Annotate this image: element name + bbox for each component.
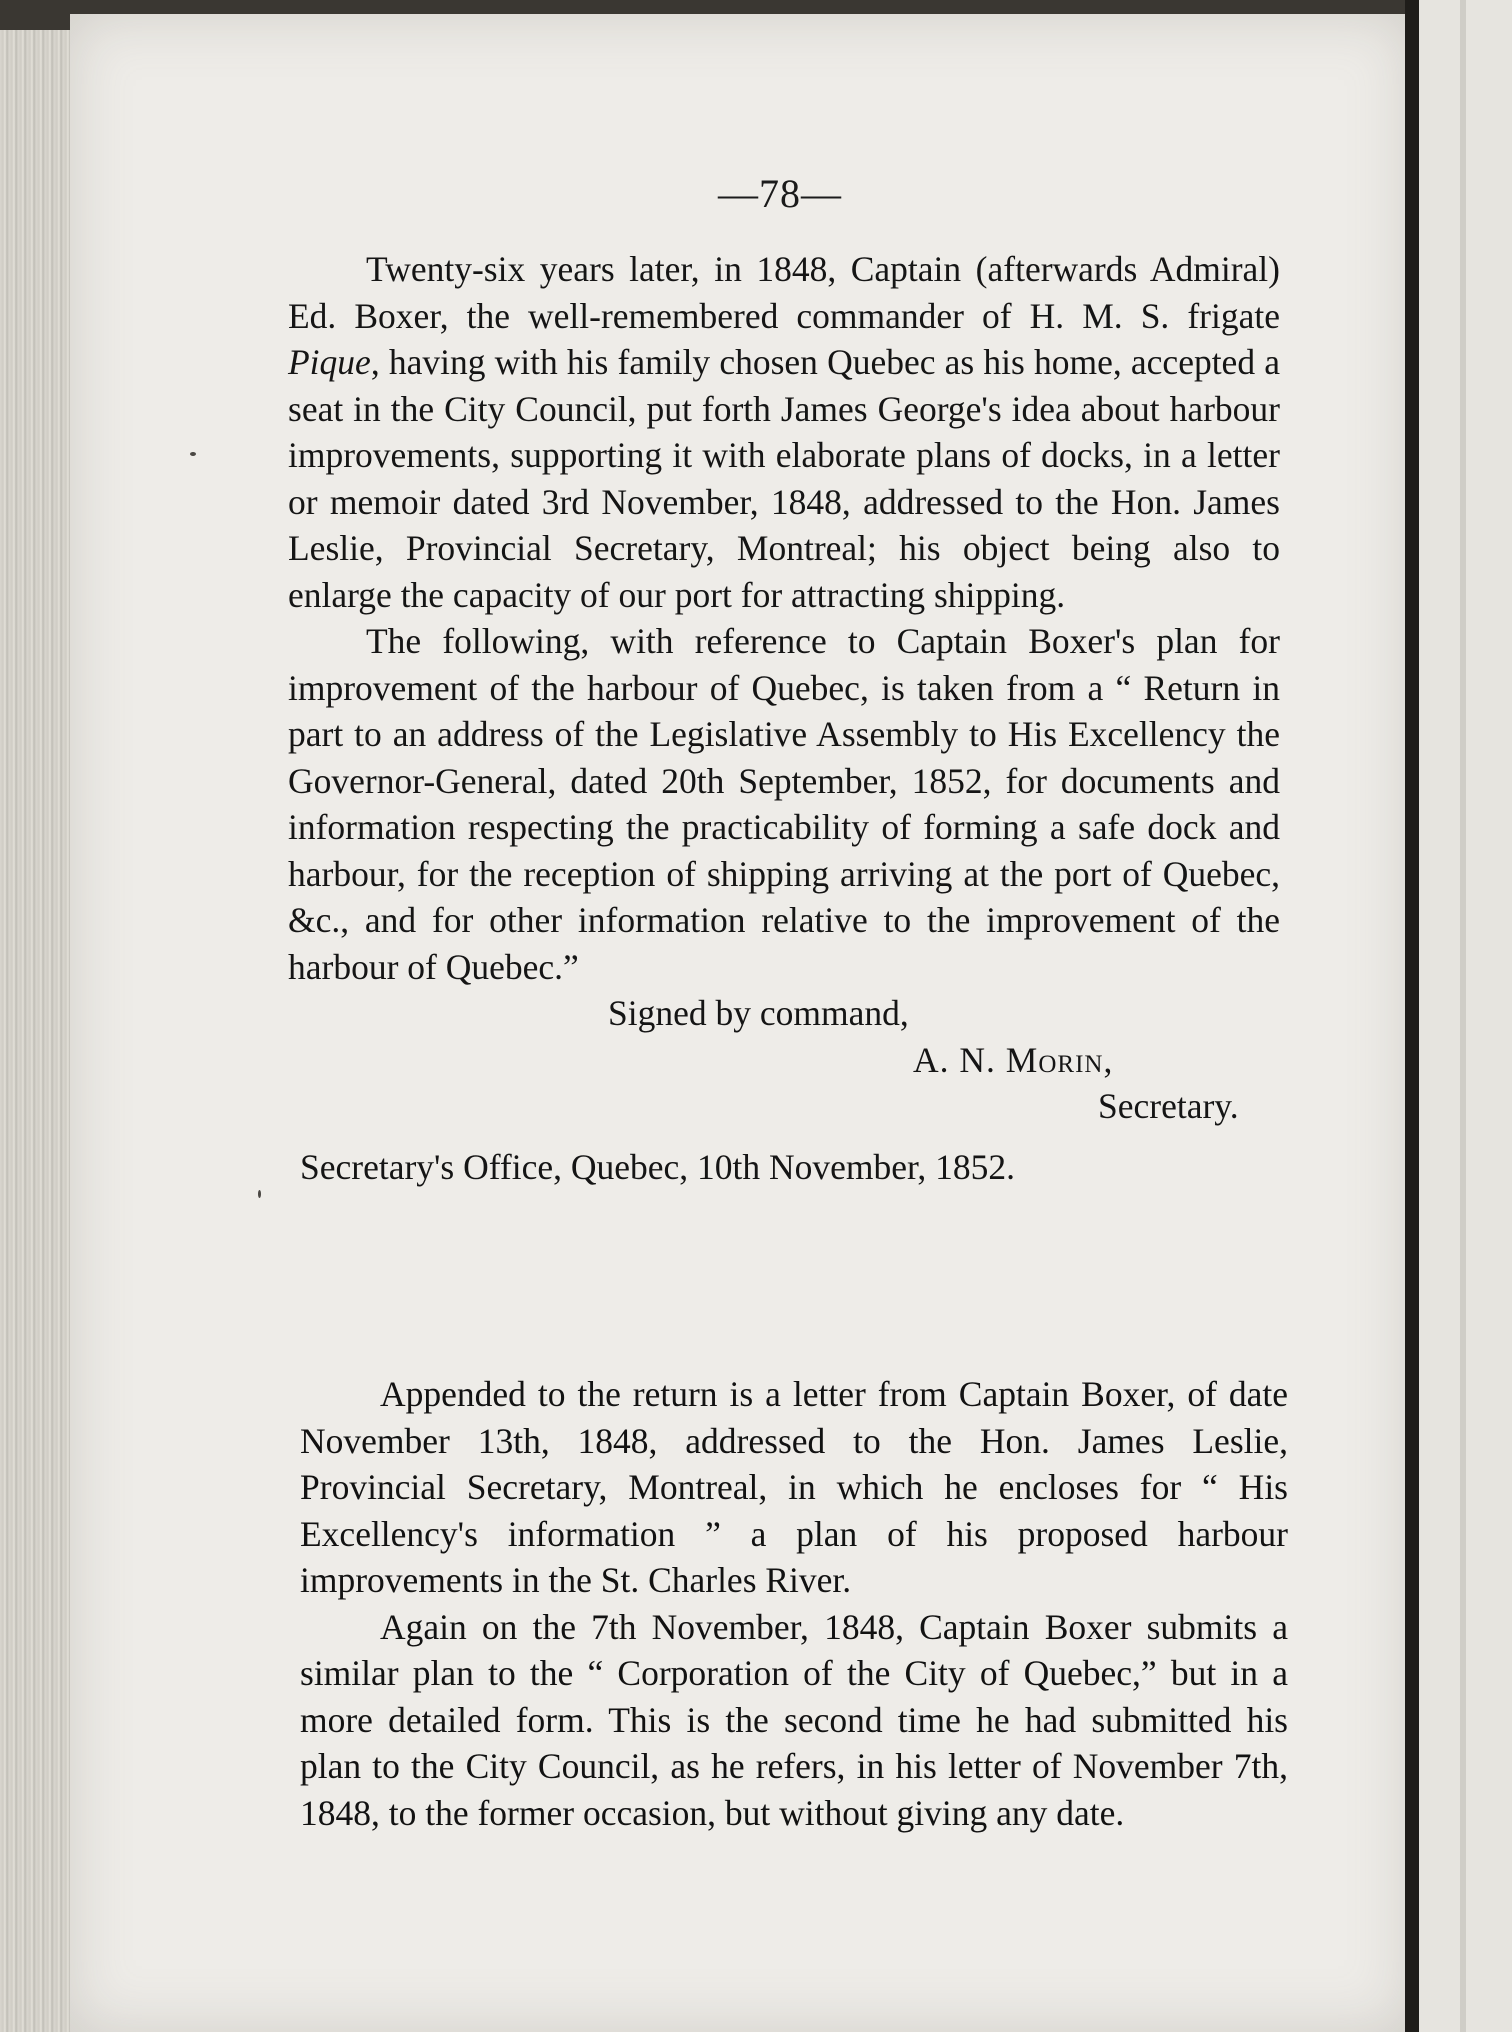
paragraph-appended-letter: Appended to the return is a letter from Captain Boxer, of date November 13th, 1848, addressed to the Hon. James Leslie, Provincial Secretary, Montreal, in which he encloses for “ His Excellency's information ” a plan of his proposed harbour improvements in the St. Charles River. <box>300 1374 1288 1600</box>
print-speck <box>190 452 196 456</box>
facing-page-edge <box>1460 0 1466 2032</box>
print-speck <box>258 1190 261 1198</box>
signer-title: Secretary. <box>1098 1086 1239 1126</box>
ship-name: Pique <box>288 342 371 382</box>
paragraph-boxer-1848 <box>288 246 1280 618</box>
page-border-shadow <box>1405 0 1419 2032</box>
signer-name: A. N. Morin, <box>913 1039 1114 1080</box>
paragraph-return-quote: The following, with reference to Captain Boxer's plan for improvement of the harbour of Quebec, is taken from a “ Return in part to an address of the Legislative Assembly to His Excellency the Governor-General, dated 20th September, 1852, for documents and information respecting the practicability of forming a safe dock and harbour, for the reception of shipping arriving at the port of Quebec, &c., and for other information relative to the improvement of the harbour of Quebec.” <box>288 621 1280 987</box>
signed-by-command: Signed by command, <box>608 993 909 1033</box>
page-text-upper <box>288 246 1280 1190</box>
page-edge-stack <box>0 30 80 2032</box>
paragraph-second-submission: Again on the 7th November, 1848, Captain Boxer submits a similar plan to the “ Corporation of the City of Quebec,” but in a more detailed form. This is the second time he had submitted his plan to the City Council, as he refers, in his letter of November 7th, 1848, to the former occasion, but without giving any date. <box>300 1606 1288 1833</box>
office-dateline: Secretary's Office, Quebec, 10th November, 1852. <box>300 1146 1016 1187</box>
paragraph-text: Twenty-six years later, in 1848, Captain (afterwards Admiral) Ed. Boxer, the well-remembered commander of H. M. S. frigate <box>288 249 1280 336</box>
paragraph-text: , having with his family chosen Quebec as his home, accepted a seat in the City Council, put forth James George's idea about harbour improvements, supporting it with elaborate plans of docks, in a letter or memoir dated 3rd November, 1848, addressed to the Hon. James Leslie, Provincial Secretary, Montreal; his object being also to enlarge the capacity of our port for attracting shipping. <box>288 342 1280 615</box>
page-text-lower <box>300 1371 1288 1836</box>
page-number: —78— <box>718 171 842 216</box>
